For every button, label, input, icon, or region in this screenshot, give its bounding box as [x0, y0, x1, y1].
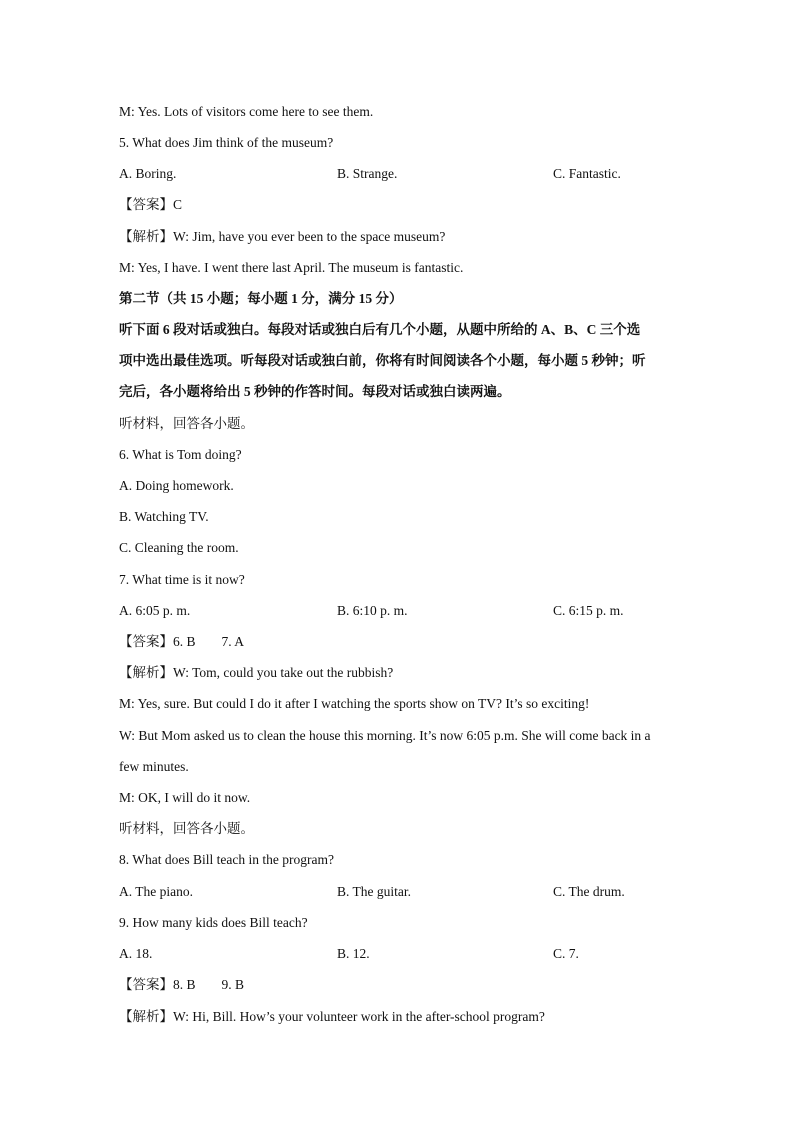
- option-c: C. Fantastic.: [553, 166, 621, 181]
- option-b: B. The guitar.: [337, 884, 411, 899]
- dialogue-line: M: Yes. Lots of visitors come here to see them.: [119, 104, 374, 119]
- dialogue-line: few minutes.: [119, 759, 189, 774]
- option-c: C. 7.: [553, 946, 579, 961]
- dialogue-line: W: But Mom asked us to clean the house this morning. It’s now 6:05 p.m. She will come back in a: [119, 728, 651, 743]
- question-9: 9. How many kids does Bill teach?: [119, 915, 308, 930]
- question-6: 6. What is Tom doing?: [119, 447, 242, 462]
- dialogue-line: M: Yes, sure. But could I do it after I watching the sports show on TV? It’s so exciting!: [119, 696, 590, 711]
- option-a: A. Boring.: [119, 166, 177, 181]
- option-c: C. The drum.: [553, 884, 625, 899]
- answer-6-7: [119, 633, 244, 651]
- option-b: B. 6:10 p. m.: [337, 603, 408, 618]
- option-a: A. 6:05 p. m.: [119, 603, 191, 618]
- question-7: 7. What time is it now?: [119, 572, 245, 587]
- instruction-line: 听下面 6 段对话或独白。每段对话或独白后有几个小题，从题中所给的 A、B、C 三个选: [119, 322, 641, 337]
- answer-8-9: [119, 976, 244, 994]
- option-a: A. Doing homework.: [119, 478, 234, 493]
- listen-prompt: 听材料，回答各小题。: [119, 416, 254, 431]
- question-8-options: [119, 883, 719, 901]
- instruction-line: 完后，各小题将给出 5 秒钟的作答时间。每段对话或独白读两遍。: [119, 384, 511, 399]
- option-b: B. 12.: [337, 946, 370, 961]
- answer-8: 【答案】8. B: [119, 977, 196, 992]
- option-a: A. The piano.: [119, 884, 193, 899]
- question-5-options: [119, 165, 719, 183]
- option-b: B. Strange.: [337, 166, 398, 181]
- question-8: 8. What does Bill teach in the program?: [119, 852, 334, 867]
- answer-6: 【答案】6. B: [119, 634, 196, 649]
- explanation-5: 【解析】W: Jim, have you ever been to the space museum?: [119, 229, 446, 244]
- option-b: B. Watching TV.: [119, 509, 209, 524]
- listen-prompt: 听材料，回答各小题。: [119, 821, 254, 836]
- answer-7: 7. A: [221, 634, 245, 649]
- option-a: A. 18.: [119, 946, 153, 961]
- answer-5: 【答案】C: [119, 197, 183, 212]
- question-7-options: [119, 602, 719, 620]
- explanation-8-9: 【解析】W: Hi, Bill. How’s your volunteer work in the after-school program?: [119, 1009, 545, 1024]
- dialogue-line: M: OK, I will do it now.: [119, 790, 251, 805]
- dialogue-line: M: Yes, I have. I went there last April. The museum is fantastic.: [119, 260, 464, 275]
- instruction-line: 项中选出最佳选项。听每段对话或独白前，你将有时间阅读各个小题，每小题 5 秒钟；听: [119, 353, 646, 368]
- option-c: C. Cleaning the room.: [119, 540, 239, 555]
- question-5: 5. What does Jim think of the museum?: [119, 135, 334, 150]
- section-heading: 第二节（共 15 小题；每小题 1 分，满分 15 分）: [119, 291, 403, 306]
- explanation-6-7: 【解析】W: Tom, could you take out the rubbish?: [119, 665, 394, 680]
- question-9-options: [119, 945, 719, 963]
- answer-9: 9. B: [221, 977, 245, 992]
- option-c: C. 6:15 p. m.: [553, 603, 624, 618]
